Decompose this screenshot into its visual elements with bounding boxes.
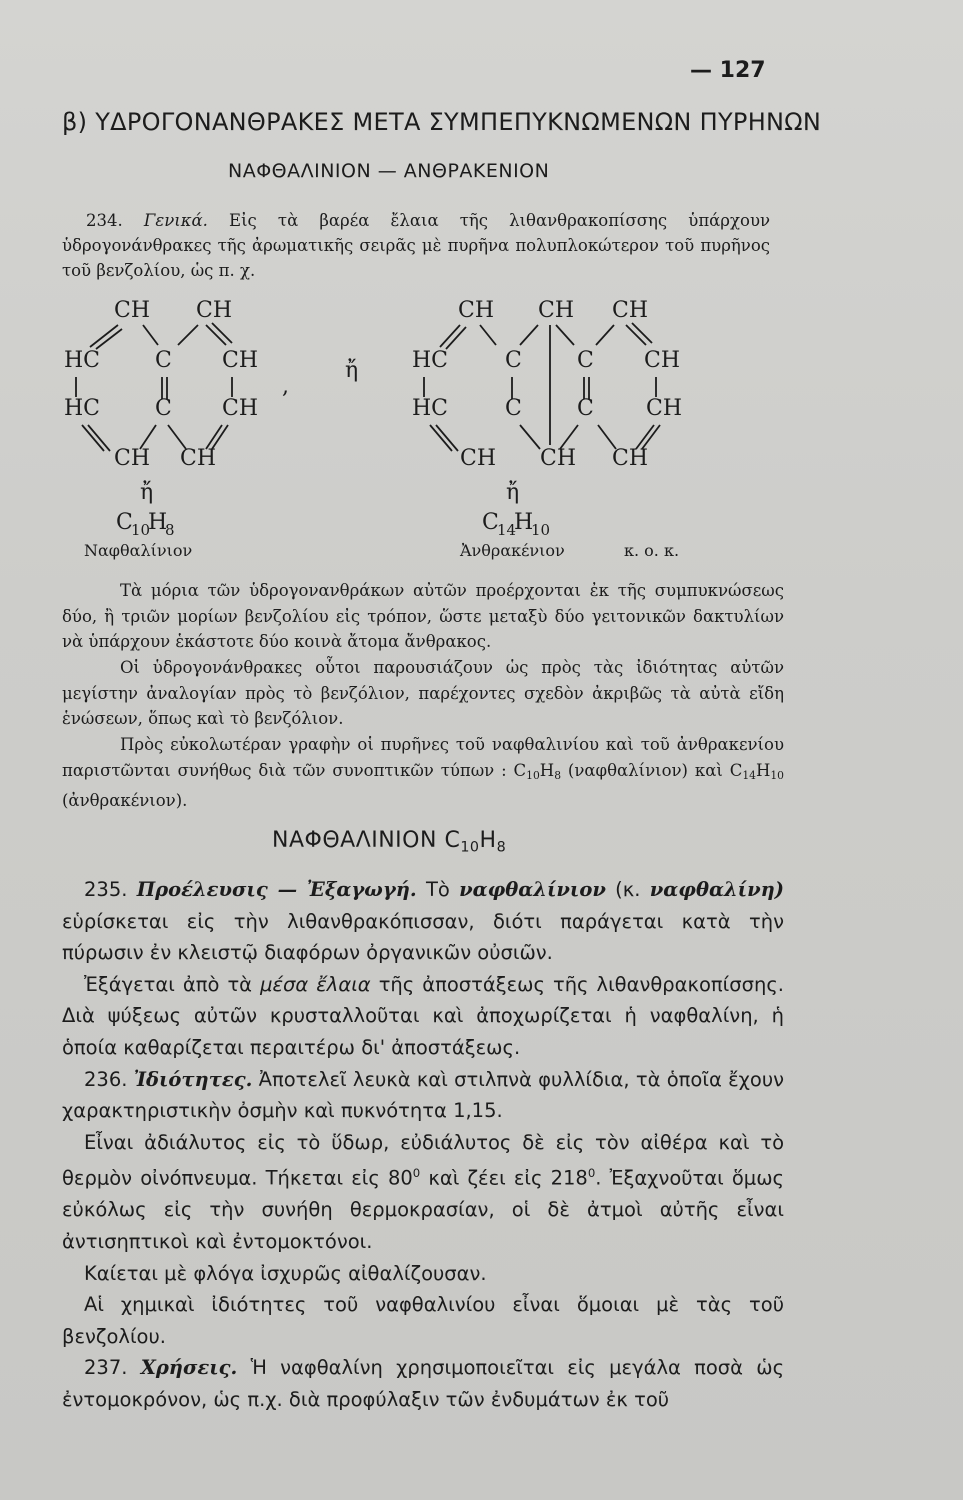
or-label: ἤ [506, 480, 520, 505]
atom-label: C [505, 396, 522, 421]
paragraph-235: 235. Προέλευσις — Ἐξαγωγή. Τὸ ναφθαλίνιον (κ. ναφθαλίνη) εὑρίσκεται εἰς τὴν λιθανθρακόπισσαν, διότι παράγεται κατὰ τὴν πύρωσιν ἐν κλειστῷ διαφόρων ὀργανικῶν οὐσιῶν. [62, 878, 784, 965]
paragraph-234 [62, 208, 770, 283]
atom-label: CH [114, 298, 151, 323]
formula-h: H [514, 510, 534, 535]
etc-label: κ. ο. κ. [624, 541, 680, 560]
atom-label: CH [222, 396, 259, 421]
bond-lines-middle [424, 325, 656, 445]
paragraph-text: Εἰς τὰ βαρέα ἔλαια τῆς λιθανθρακοπίσσης ὑπάρχουν ὑδρογονάνθρακες τῆς ἀρωματικῆς σειρᾶς μὲ πυρῆνα πολυπλοκώτερον τοῦ πυρῆνος τοῦ βενζολίου, ὡς π. χ. [62, 211, 770, 280]
anthracene-name: Ἀνθρακένιον [460, 541, 565, 560]
formula-c-sub: 14 [497, 521, 517, 539]
subtitle: ΝΑΦΘΑΛΙΝΙΟΝ — ΑΝΘΡΑΚΕΝΙΟΝ [228, 160, 550, 182]
anthracene-structure [412, 298, 682, 539]
atom-label: CH [538, 298, 575, 323]
or-label: ἤ [140, 480, 154, 505]
formula: $C_{10}H_8$ [513, 760, 562, 782]
paragraph-similar [62, 655, 784, 732]
paragraph-236: 236. Ἰδιότητες. Ἀποτελεῖ λευκὰ καὶ στιλπνὰ φυλλίδια, τὰ ὁποῖα ἔχουν χαρακτηριστικὴν ὀσμὴν καὶ πυκνότητα 1,15. [62, 1067, 785, 1123]
paragraph-text: Τὰ μόρια τῶν ὑδρογονανθράκων αὐτῶν προέρχονται ἐκ τῆς συμπυκνώσεως δύο, ἢ τριῶν μορίων βενζολίου εἰς τρόπον, ὥστε μεταξὺ δύο γειτονικῶν δακτυλίων νὰ ὑπάρχουν ἑκάστοτε δύο κοινὰ ἄτομα ἄνθρακος. [62, 581, 784, 651]
atom-label: HC [412, 348, 449, 373]
formula-h-sub: 8 [165, 521, 175, 539]
paragraph-236c: Καίεται μὲ φλόγα ἰσχυρῶς αἰθαλίζουσαν. [84, 1261, 487, 1285]
paragraph-236d: Αἱ χημικαὶ ἰδιότητες τοῦ ναφθαλινίου εἶναι ὅμοιαι μὲ τὰς τοῦ βενζολίου. [62, 1293, 784, 1348]
atom-label: HC [412, 396, 449, 421]
atom-label: C [155, 348, 172, 373]
atom-label: HC [64, 396, 101, 421]
atom-label: CH [540, 446, 577, 471]
bond-lines-top [440, 323, 652, 349]
paragraph-heading: Γενικά. [143, 211, 208, 230]
paragraph-heading: Προέλευσις — Ἐξαγωγή. [136, 878, 417, 901]
naphthalene-structure [64, 298, 258, 539]
formula-h-sub: 10 [531, 521, 551, 539]
atom-label: C [505, 348, 522, 373]
formula: $C_{14}H_{10}$ [729, 760, 784, 782]
paragraph-writing [62, 732, 784, 814]
atom-label: C [577, 396, 594, 421]
formula-h: H [148, 510, 168, 535]
comma: , [282, 374, 289, 399]
middle-or: ἤ [345, 358, 359, 383]
conjunction: καὶ [694, 760, 723, 780]
atom-label: CH [644, 348, 681, 373]
heading-naphthalene: ΝΑΦΘΑΛΙΝΙΟΝ $C_{10}H_8$ [272, 828, 507, 856]
atom-label: HC [64, 348, 101, 373]
formula-c-sub: 10 [131, 521, 151, 539]
paragraph-text: Οἱ ὑδρογονάνθρακες οὗτοι παρουσιάζουν ὡς πρὸς τὰς ἰδιότητας αὐτῶν μεγίστην ἀναλογίαν πρὸς τὸ βενζόλιον, παρέχοντες σχεδὸν ἀκριβῶς τὰ αὐτὰ εἴδη ἑνώσεων, ὅπως καὶ τὸ βενζόλιον. [62, 658, 784, 728]
naphthalene-name: Ναφθαλίνιον [84, 541, 193, 560]
paragraph-text: Πρὸς εὐκολωτέραν γραφὴν οἱ πυρῆνες τοῦ ναφθαλινίου καὶ τοῦ ἀνθρακενίου παριστῶνται συνήθως διὰ τῶν συνοπτικῶν τύπων : [62, 735, 784, 780]
paragraph-236b: Εἶναι ἀδιάλυτος εἰς τὸ ὕδωρ, εὐδιάλυτος δὲ εἰς τὸν αἰθέρα καὶ τὸ θερμὸν οἰνόπνευμα. Τήκεται εἰς $80^0$ καὶ ζέει εἰς $218^0$. Ἐξαχνοῦται ὅμως εὐκόλως εἰς τὴν συνήθη θερμοκρασίαν, οἱ δὲ ἀτμοὶ αὐτῆς εἶναι ἀντισηπτικοὶ καὶ ἐντομοκτόνοι. [62, 1130, 784, 1254]
structural-formulas [0, 285, 963, 565]
paragraph-235b: Ἐξάγεται ἀπὸ τὰ μέσα ἔλαια τῆς ἀποστάξεως τῆς λιθανθρακοπίσσης. Διὰ ψύξεως αὐτῶν κρυσταλλοῦται καὶ ἀποχωρίζεται ἡ ναφθαλίνη, ἡ ὁποία καθαρίζεται περαιτέρω δι' ἀποστάξεως. [62, 972, 784, 1059]
paragraph-heading: Ἰδιότητες. [133, 1067, 253, 1091]
body-text-large [62, 874, 784, 1416]
atom-label: C [155, 396, 172, 421]
formula-c: C [116, 510, 133, 535]
bond-lines-top [90, 323, 232, 349]
paragraph-237: 237. Χρήσεις. Ἡ ναφθαλίνη χρησιμοποιεῖται εἰς μεγάλα ποσὰ ὡς ἐντομοκρόνον, ὡς π.χ. διὰ προφύλαξιν τῶν ἐνδυμάτων ἐκ τοῦ [62, 1356, 785, 1411]
atom-label: CH [458, 298, 495, 323]
atom-label: CH [196, 298, 233, 323]
section-title: β) ΥΔΡΟΓΟΝΑΝΘΡΑΚΕΣ ΜΕΤΑ ΣΥΜΠΕΠΥΚΝΩΜΕΝΩΝ ΠΥΡΗΝΩΝ [62, 108, 822, 136]
atom-label: CH [180, 446, 217, 471]
page-number: — 127 [690, 58, 766, 83]
atom-label: CH [612, 446, 649, 471]
formula-c: C [482, 510, 499, 535]
formula-diagram [0, 285, 963, 565]
atom-label: C [577, 348, 594, 373]
atom-label: CH [222, 348, 259, 373]
formula-label: (ναφθαλίνιον) [567, 760, 688, 780]
paragraph-heading: Χρήσεις. [140, 1356, 238, 1380]
formula-label: (ἀνθρακένιον). [62, 791, 188, 811]
paragraph-number: 234. [86, 211, 123, 230]
atom-label: CH [460, 446, 497, 471]
atom-label: CH [612, 298, 649, 323]
atom-label: CH [646, 396, 683, 421]
atom-label: CH [114, 446, 151, 471]
paragraph-molecules [62, 578, 784, 655]
